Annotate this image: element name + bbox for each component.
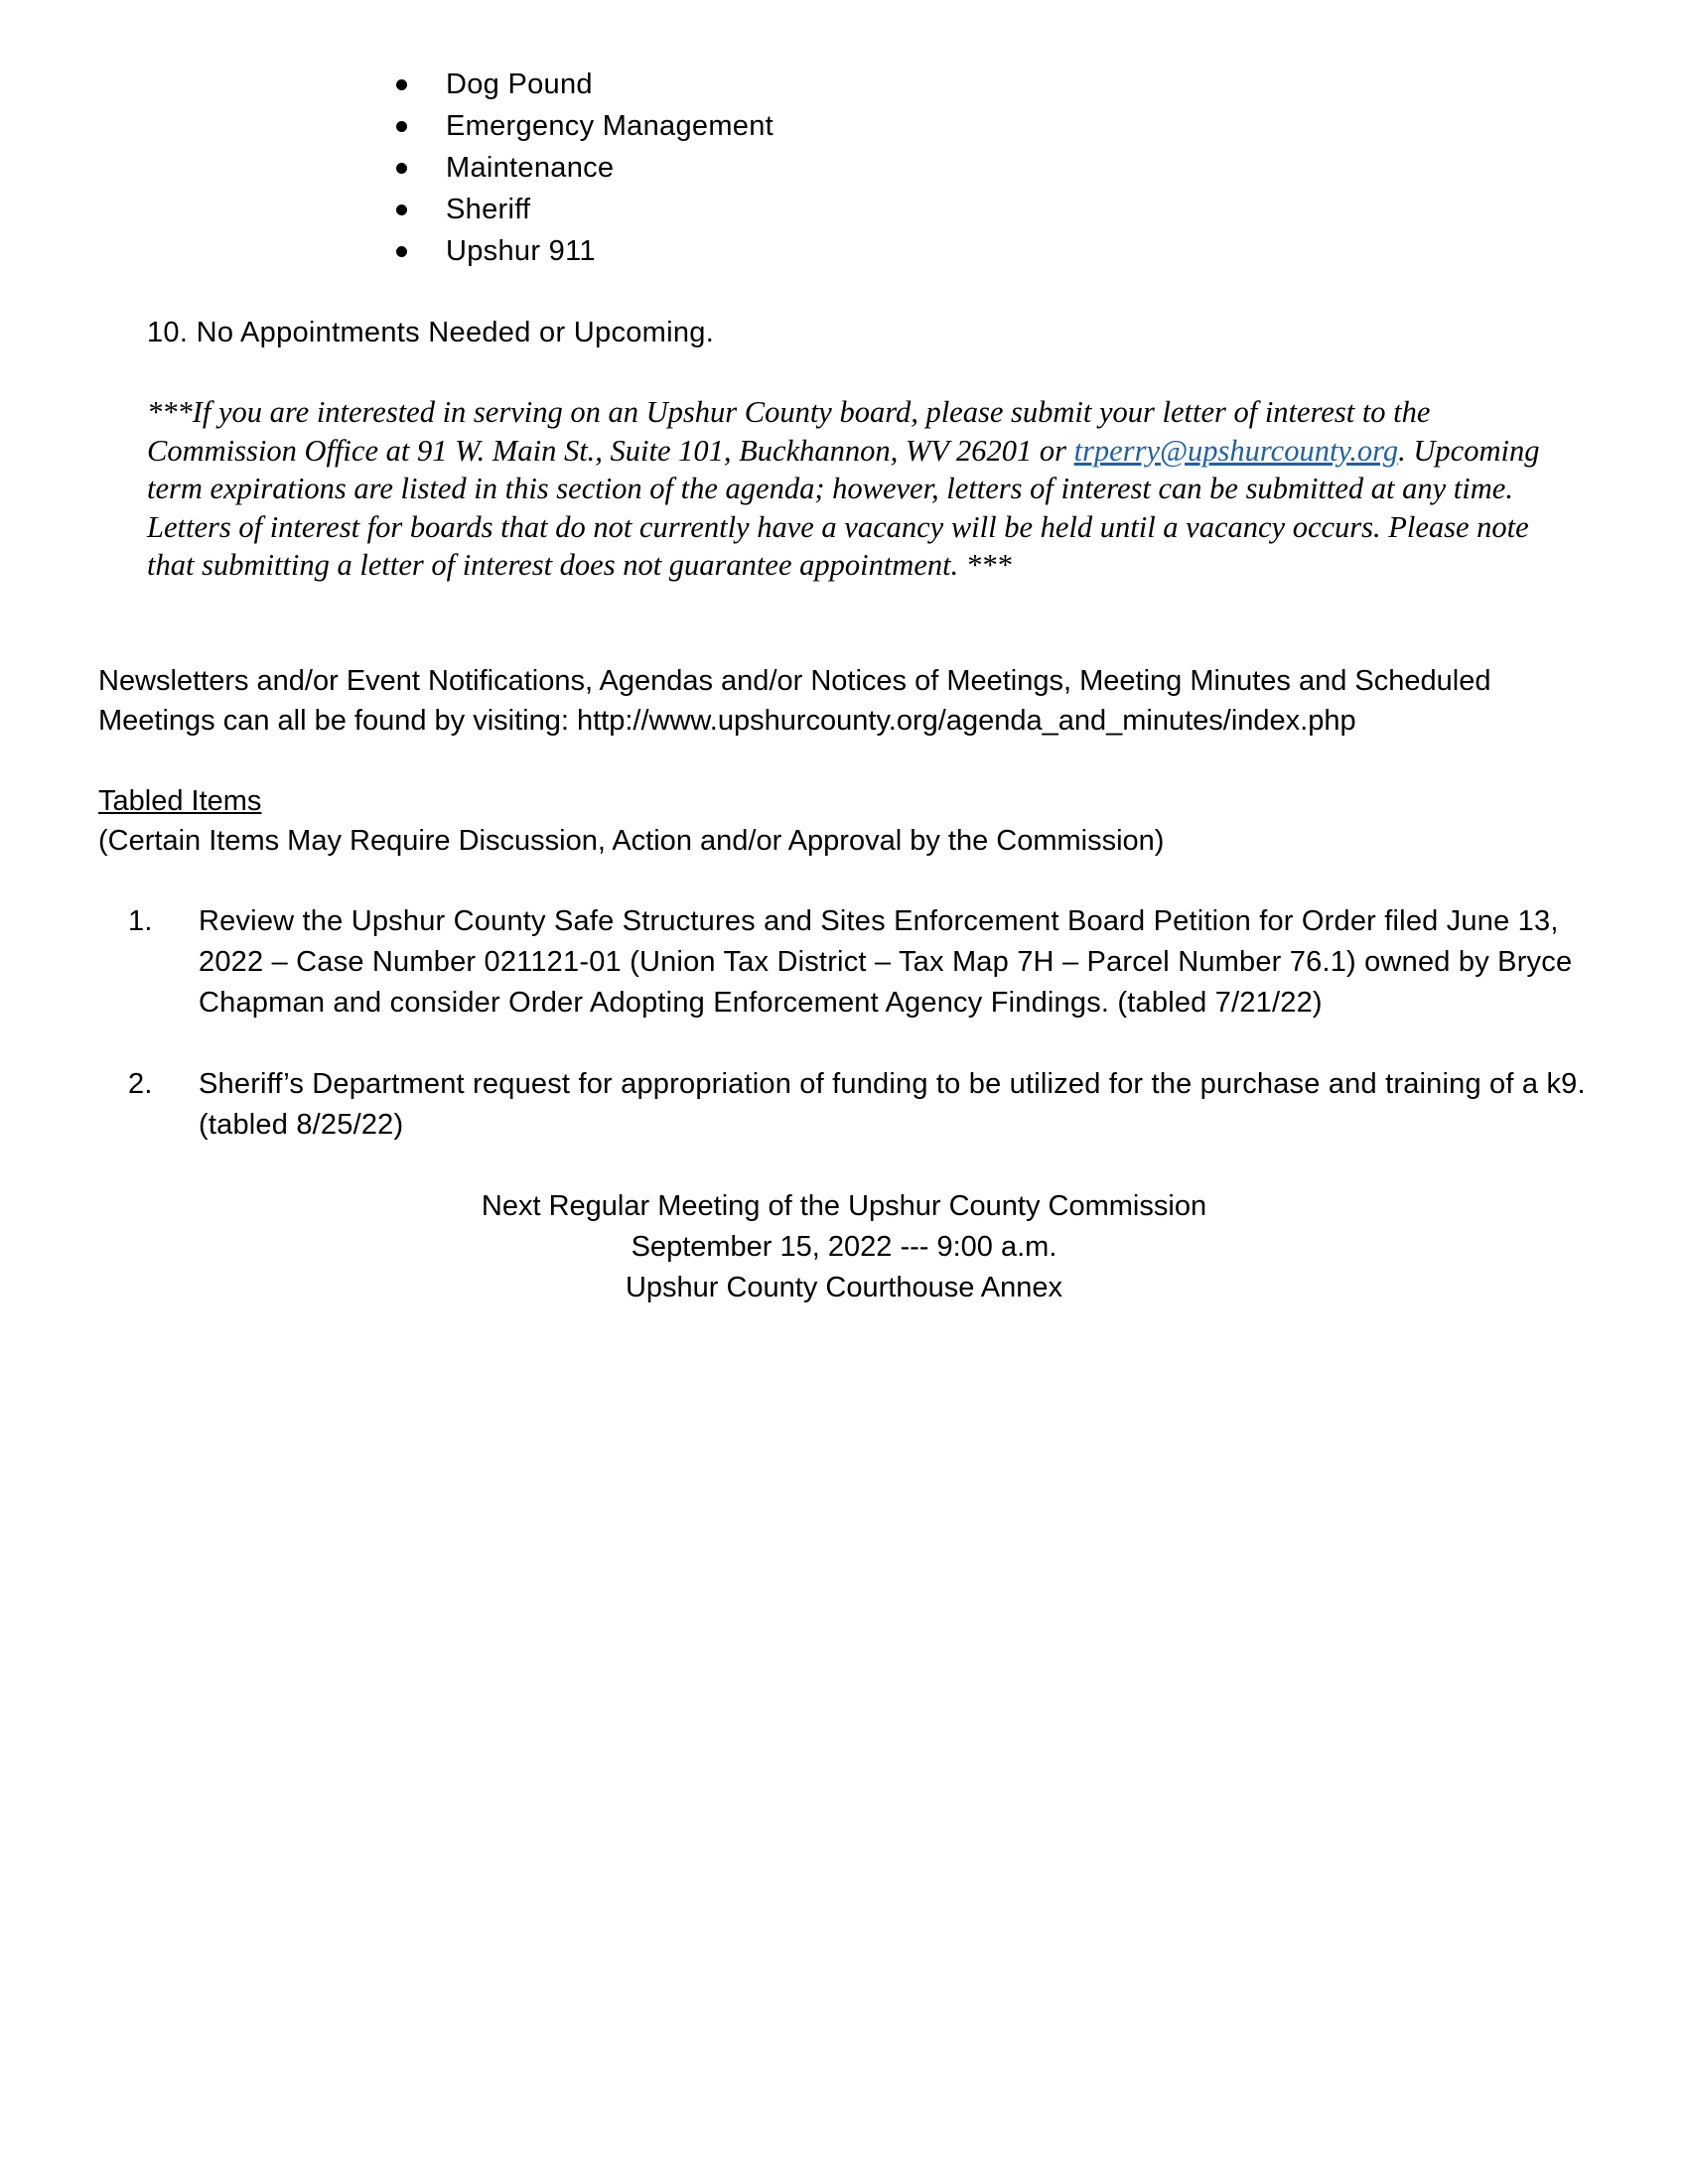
tabled-items-title: Tabled Items [98, 785, 262, 817]
list-item [392, 105, 774, 147]
tabled-items-subtitle: (Certain Items May Require Discussion, Action and/or Approval by the Commission) [98, 825, 1165, 857]
list-item [392, 230, 774, 272]
bullet-icon [396, 79, 407, 90]
next-meeting-heading: Next Regular Meeting of the Upshur County Commission [481, 1190, 1207, 1222]
appointments-item: 10. No Appointments Needed or Upcoming. [147, 317, 715, 348]
tabled-items-list [98, 901, 1608, 1186]
bullet-icon [396, 121, 407, 132]
note-text-after-email: . Upcoming term expirations are listed in this section of the agenda; however, letters of interest can be submitted at any time. Letters of interest for boards that do not currently have a vacancy will be held until a vacancy occurs. Please note that submitting a letter of interest does not guarantee appointment. *** [147, 433, 1540, 582]
department-report-list [392, 64, 774, 272]
next-meeting-location: Upshur County Courthouse Annex [625, 1272, 1063, 1303]
tabled-item [98, 901, 1608, 1024]
tabled-item-text: Sheriff’s Department request for appropriation of funding to be utilized for the purchase and training of a k9. (tabled 8/25/22) [199, 1068, 1586, 1141]
tabled-item-number: 1. [128, 905, 153, 937]
department-name: Emergency Management [446, 110, 774, 142]
bullet-icon [396, 163, 407, 174]
newsletter-paragraph: Newsletters and/or Event Notifications, Agendas and/or Notices of Meetings, Meeting Minutes and Scheduled Meetings can all be found by visiting: http://www.upshurcounty.org/agenda_and_minutes/index.php [98, 665, 1491, 737]
department-name: Maintenance [446, 152, 615, 184]
bullet-icon [396, 205, 407, 215]
bullet-icon [396, 246, 407, 257]
next-meeting-block [0, 1186, 1688, 1308]
tabled-item [98, 1064, 1608, 1146]
list-item [392, 147, 774, 189]
letter-of-interest-note [147, 393, 1577, 585]
tabled-item-number: 2. [128, 1068, 153, 1100]
list-item [392, 189, 774, 230]
email-link[interactable]: trperry@upshurcounty.org [1073, 433, 1399, 468]
note-text-before-email: ***If you are interested in serving on an Upshur County board, please submit your letter of interest to the Commission Office at 91 W. Main St., Suite 101, Buckhannon, WV 26201 or [147, 395, 1431, 468]
department-name: Sheriff [446, 194, 531, 225]
department-name: Dog Pound [446, 68, 593, 100]
next-meeting-datetime: September 15, 2022 --- 9:00 a.m. [631, 1231, 1057, 1263]
tabled-item-text: Review the Upshur County Safe Structures and Sites Enforcement Board Petition for Order filed June 13, 2022 – Case Number 021121-01 (Union Tax District – Tax Map 7H – Parcel Number 76.1) owned by Bryce Chapman and consider Order Adopting Enforcement Agency Findings. (tabled 7/21/22) [199, 905, 1573, 1019]
list-item [392, 64, 774, 105]
department-name: Upshur 911 [446, 235, 596, 267]
